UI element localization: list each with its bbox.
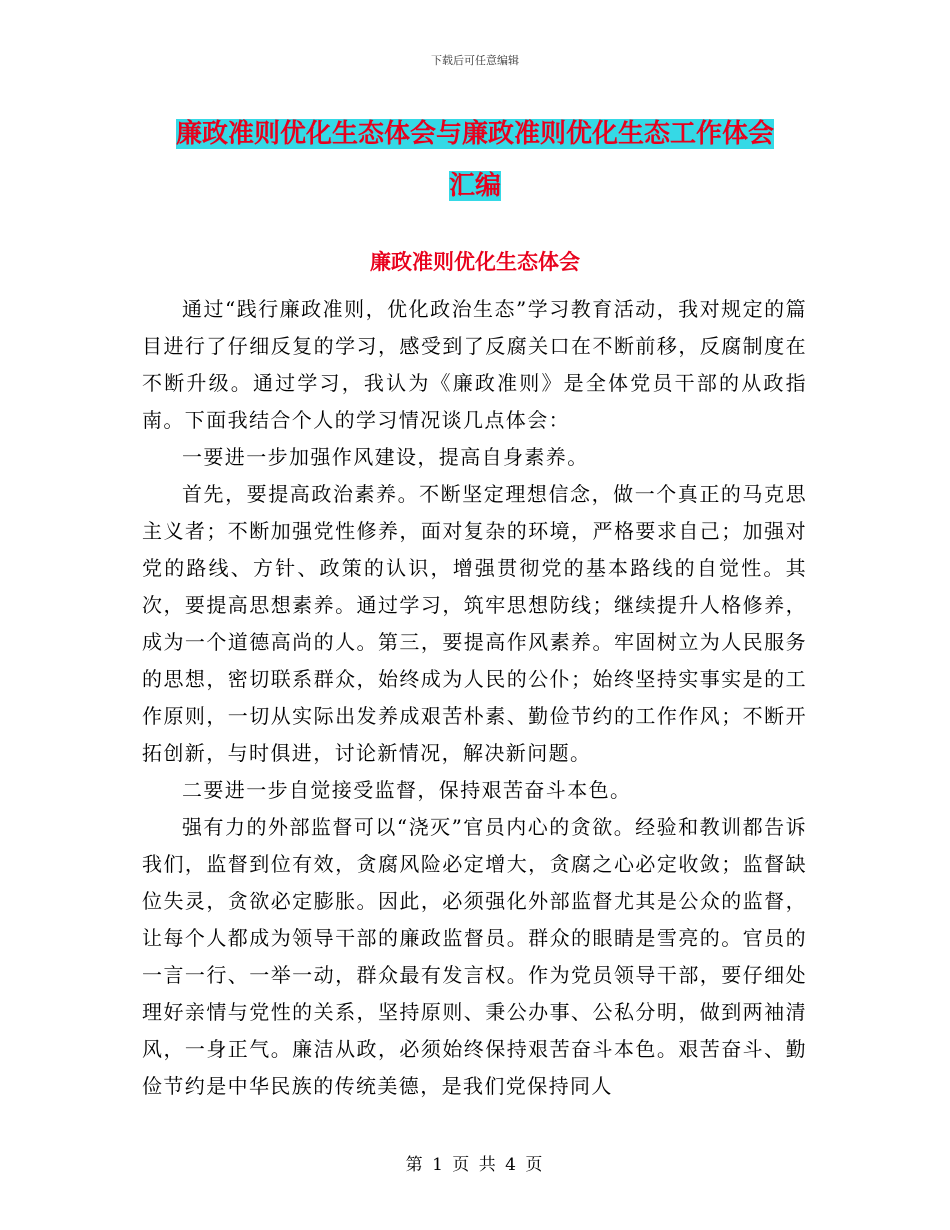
document-title-line-1: 廉政准则优化生态体会与廉政准则优化生态工作体会 (175, 119, 774, 149)
paragraph: 首先，要提高政治素养。不断坚定理想信念，做一个真正的马克思主义者；不断加强党性修养，面对复杂的环境，严格要求自己；加强对党的路线、方针、政策的认识，增强贯彻党的基本路线的自觉性。其次，要提高思想素养。通过学习，筑牢思想防线；继续提升人格修养，成为一个道德高尚的人。第三，要提高作风素养。牢固树立为人民服务的思想，密切联系群众，始终成为人民的公仆；始终坚持实事实是的工作原则，一切从实际出发养成艰苦朴素、勤俭节约的工作作风；不断开拓创新，与时俱进，讨论新情况，解决新问题。 (142, 482, 807, 765)
page-number-footer: 第 1 页 共 4 页 (405, 1155, 545, 1175)
paragraph: 一要进一步加强作风建设，提高自身素养。 (182, 445, 589, 469)
header-note: 下载后可任意编辑 (431, 54, 519, 67)
paragraph: 通过“践行廉政准则，优化政治生态”学习教育活动，我对规定的篇目进行了仔细反复的学习，感受到了反腐关口在不断前移，反腐制度在不断升级。通过学习，我认为《廉政准则》是全体党员干部的从政指南。下面我结合个人的学习情况谈几点体会： (142, 297, 807, 432)
paragraph: 二要进一步自觉接受监督，保持艰苦奋斗本色。 (182, 778, 632, 802)
body-text (142, 291, 807, 1105)
document-title-line-2: 汇编 (448, 171, 501, 201)
section-title: 廉政准则优化生态体会 (370, 250, 580, 274)
document-title (150, 108, 800, 212)
paragraph: 强有力的外部监督可以“浇灭”官员内心的贪欲。经验和教训都告诉我们，监督到位有效，贪腐风险必定增大，贪腐之心必定收敛；监督缺位失灵，贪欲必定膨胀。因此，必须强化外部监督尤其是公众的监督，让每个人都成为领导干部的廉政监督员。群众的眼睛是雪亮的。官员的一言一行、一举一动，群众最有发言权。作为党员领导干部，要仔细处理好亲情与党性的关系，坚持原则、秉公办事、公私分明，做到两袖清风，一身正气。廉洁从政，必须始终保持艰苦奋斗本色。艰苦奋斗、勤俭节约是中华民族的传统美德，是我们党保持同人 (142, 815, 807, 1098)
